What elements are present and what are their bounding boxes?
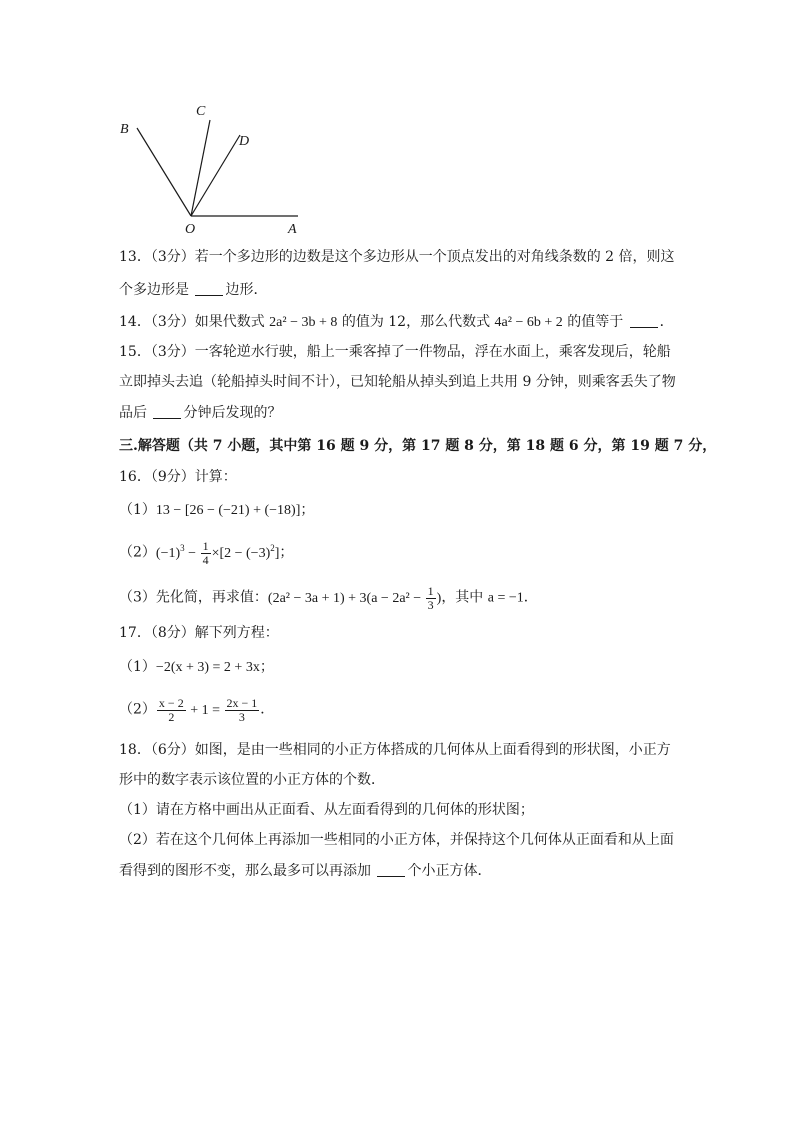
- q16-p2-expr: [155, 539, 280, 567]
- q18-p2-line2-pre: 看得到的图形不变，那么最多可以再添加: [119, 863, 376, 879]
- q16-p2-post: ×[2 − (−3): [211, 545, 271, 561]
- q16-p3-expr-a: (2a² − 3a + 1) + 3(a − 2a² −: [267, 590, 425, 606]
- q17-stem: 17．（8分）解下列方程：: [119, 625, 279, 641]
- q17-p2-expr: [156, 696, 260, 724]
- q16-p2-fraction: [201, 540, 211, 567]
- q18-part2-line1: （2）若在这个几何体上再添加一些相同的小正方体，并保持这个几何体从正面看和从上面: [119, 832, 674, 848]
- q18-line2: 形中的数字表示该位置的小正方体的个数．: [119, 772, 385, 788]
- q17-part1: [119, 657, 684, 678]
- ray-oc: [191, 120, 210, 216]
- q13-answer-blank[interactable]: [195, 281, 223, 296]
- q16-p3-end: ．: [523, 589, 538, 606]
- label-a: A: [288, 222, 297, 237]
- q16-p2-frac-num: 1: [202, 539, 209, 553]
- q15-line3-pre: 品后: [119, 405, 152, 421]
- q16-p3-post: ，其中: [441, 589, 488, 606]
- q16-p1-expr: 13 − [26 − (−21) + (−18)]: [155, 503, 301, 518]
- q16-part2: [119, 540, 684, 567]
- q17-p2-label: （2）: [119, 701, 156, 718]
- q14-pre: 14．（3分）如果代数式: [119, 314, 270, 330]
- q14-answer-blank[interactable]: [630, 313, 658, 328]
- q17-p2-fraction2: [225, 697, 260, 724]
- label-d: D: [239, 134, 250, 149]
- q18-part1: （1）请在方格中画出从正面看、从左面看得到的几何体的形状图；: [119, 802, 534, 818]
- q17-p2-f2-num: 2x − 1: [226, 696, 258, 710]
- q16-p3-frac-num: 1: [427, 584, 434, 598]
- q16-part3: [119, 585, 684, 612]
- q13-line1: 13．（3分）若一个多边形的边数是这个多边形从一个顶点发出的对角线条数的 2 倍，则这: [119, 249, 675, 265]
- q17-part2: [119, 697, 684, 724]
- ray-ob: [137, 128, 191, 216]
- q13-line2: [119, 280, 684, 300]
- q17-p2-mid: + 1 =: [186, 702, 224, 718]
- q18-line1: 18．（6分）如图，是由一些相同的小正方体搭成的几何体从上面看得到的形状图，小正方: [119, 742, 671, 758]
- q16-p2-label: （2）: [119, 544, 156, 561]
- label-c: C: [196, 104, 206, 119]
- q15-line2: 立即掉头去追（轮船掉头时间不计），已知轮船从掉头到追上共用 9 分钟，则乘客丢失了物: [119, 374, 676, 390]
- q16-p2-close: ]: [274, 545, 280, 561]
- q15-line3: [119, 403, 684, 423]
- q14-line: [119, 312, 684, 333]
- q18-p2-line2-post: 个小正方体．: [407, 863, 492, 879]
- q17-p2-fraction1: [157, 697, 186, 724]
- ray-od: [191, 135, 240, 216]
- q16-p2-exp2: 2: [270, 542, 275, 553]
- q13-line2-post: 边形．: [225, 282, 268, 298]
- q16-stem: 16．（9分）计算：: [119, 469, 237, 485]
- q16-p1-label: （1）: [119, 502, 156, 518]
- q15-answer-blank[interactable]: [153, 404, 181, 419]
- q16-p2-pre: (−1): [155, 545, 181, 561]
- q17-p2-end: ．: [260, 701, 275, 718]
- q14-mid: 的值为 12，那么代数式: [337, 314, 495, 330]
- q13-line2-pre: 个多边形是: [119, 282, 194, 298]
- q16-p1-end: ；: [300, 502, 315, 518]
- angle-figure: [110, 100, 310, 240]
- section3-heading: 三.解答题（共 7 小题，其中第 16 题 9 分，第 17 题 8 分，第 18 题 6 分，第 19 题 7 分，: [119, 438, 717, 454]
- q16-p2-end: ；: [279, 544, 294, 561]
- q15-line3-post: 分钟后发现的？: [183, 405, 282, 421]
- q16-part1: [119, 500, 684, 521]
- q14-expr2: 4a² − 6b + 2: [494, 315, 563, 330]
- q16-p2-frac-den: 4: [202, 553, 209, 567]
- label-b: B: [120, 122, 129, 137]
- q17-p1-label: （1）: [119, 659, 156, 675]
- q15-line1: 15．（3分）一客轮逆水行驶，船上一乘客掉了一件物品，浮在水面上，乘客发现后，轮船: [119, 344, 671, 360]
- q16-p3-label: （3）先化简，再求值：: [119, 589, 268, 606]
- q17-p2-f2-den: 3: [238, 710, 245, 724]
- q16-p3-frac-den: 3: [427, 598, 434, 612]
- q17-p2-f1-num: x − 2: [158, 696, 184, 710]
- q17-p2-f1-den: 2: [168, 710, 175, 724]
- q16-p3-expr: [267, 584, 442, 612]
- q16-p3-expr-b: ): [436, 590, 442, 606]
- q16-p3-fraction: [426, 585, 436, 612]
- q17-p1-expr: −2(x + 3) = 2 + 3x: [155, 660, 260, 675]
- q16-p3-cond: a = −1: [487, 590, 524, 606]
- q17-p1-end: ；: [259, 659, 274, 675]
- q14-post-pre: 的值等于: [562, 314, 628, 330]
- q16-p2-minus: −: [184, 545, 200, 561]
- q18-answer-blank[interactable]: [377, 862, 405, 877]
- q16-p2-exp: 3: [180, 542, 185, 553]
- q18-part2-line2: [119, 861, 684, 881]
- label-o: O: [185, 222, 196, 237]
- q14-post: ．: [659, 314, 674, 330]
- q14-expr1: 2a² − 3b + 8: [269, 315, 338, 330]
